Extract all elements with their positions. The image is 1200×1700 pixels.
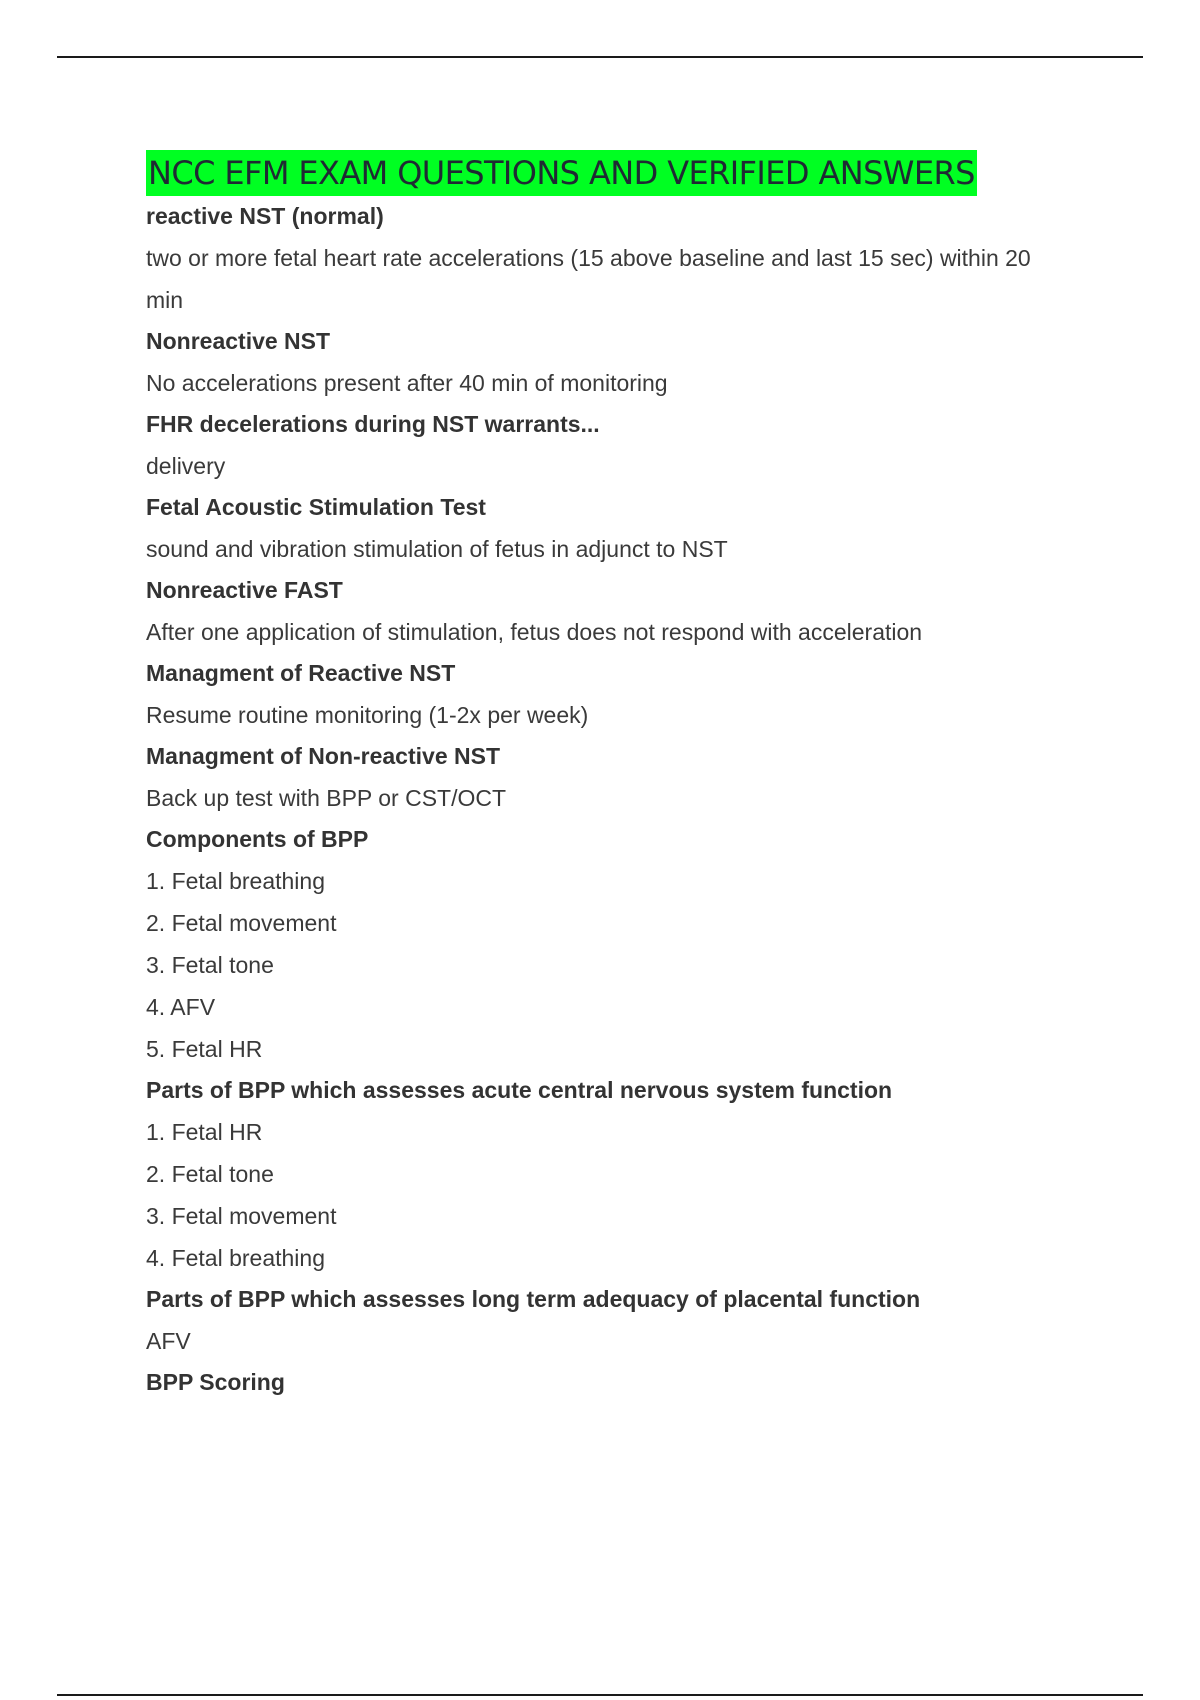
card-question: Managment of Reactive NST (146, 660, 456, 686)
card-answer-line: 4. AFV (146, 994, 216, 1020)
card-answer-line: Back up test with BPP or CST/OCT (146, 785, 507, 811)
card-answer-line: 1. Fetal breathing (146, 868, 326, 894)
card-answer-line: After one application of stimulation, fetus does not respond with acceleration (146, 619, 923, 645)
card-answer-line: Resume routine monitoring (1-2x per week) (146, 702, 589, 728)
qa-card (146, 819, 1106, 1070)
header-rule (57, 56, 1143, 58)
qa-card (146, 487, 1106, 570)
card-answer-line: 4. Fetal breathing (146, 1245, 326, 1271)
qa-card (146, 1362, 1106, 1403)
card-answer-line: 5. Fetal HR (146, 1036, 263, 1062)
card-answer-line: 2. Fetal tone (146, 1161, 274, 1187)
card-answer-line: 3. Fetal movement (146, 1203, 337, 1229)
card-question: FHR decelerations during NST warrants... (146, 411, 600, 437)
qa-card (146, 570, 1106, 653)
card-question: Parts of BPP which assesses acute central nervous system function (146, 1077, 893, 1103)
card-answer-line: min (146, 287, 184, 313)
card-question: Fetal Acoustic Stimulation Test (146, 494, 486, 520)
card-answer-line: 3. Fetal tone (146, 952, 274, 978)
qa-card (146, 404, 1106, 487)
card-question: Components of BPP (146, 826, 369, 852)
qa-card (146, 1279, 1106, 1362)
card-question: Nonreactive FAST (146, 577, 343, 603)
card-answer-line: 1. Fetal HR (146, 1119, 263, 1145)
card-question: Managment of Non-reactive NST (146, 743, 500, 769)
card-answer-line: 2. Fetal movement (146, 910, 337, 936)
card-answer-line: two or more fetal heart rate accelerations (15 above baseline and last 15 sec) within 20 (146, 245, 1031, 271)
card-answer-line: sound and vibration stimulation of fetus in adjunct to NST (146, 536, 728, 562)
qa-card (146, 653, 1106, 736)
qa-card (146, 1070, 1106, 1279)
footer-rule (57, 1694, 1143, 1696)
document-title: NCC EFM EXAM QUESTIONS AND VERIFIED ANSWERS (146, 150, 977, 196)
document-body (146, 150, 1106, 1403)
qa-card (146, 736, 1106, 819)
card-question: BPP Scoring (146, 1369, 285, 1395)
card-question: Parts of BPP which assesses long term adequacy of placental function (146, 1286, 921, 1312)
qa-card (146, 196, 1106, 321)
card-answer-line: delivery (146, 453, 226, 479)
card-question: Nonreactive NST (146, 328, 331, 354)
card-answer-line: AFV (146, 1328, 191, 1354)
card-answer-line: No accelerations present after 40 min of monitoring (146, 370, 668, 396)
qa-card (146, 321, 1106, 404)
card-question: reactive NST (normal) (146, 203, 384, 229)
